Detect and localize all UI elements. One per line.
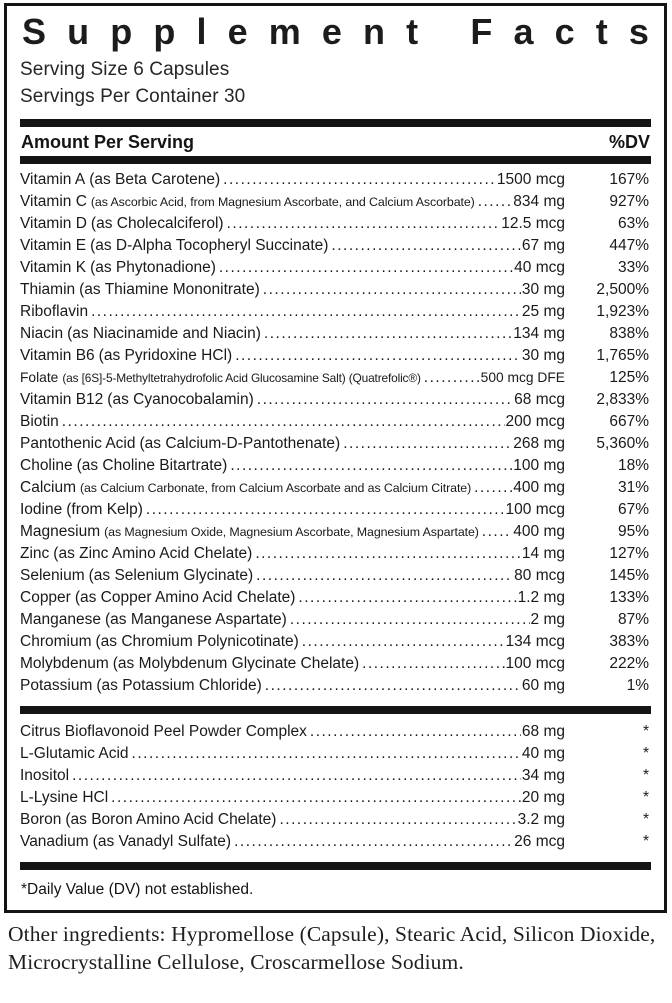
ingredient-main (20, 433, 565, 455)
ingredient-main (20, 345, 565, 367)
leader-dots (265, 675, 521, 697)
ingredient-source-detail: (as Potassium Chloride) (96, 677, 262, 694)
ingredient-row (20, 235, 651, 257)
ingredient-source-detail: (as Thiamine Mononitrate) (79, 281, 260, 298)
ingredient-source-detail: (as Beta Carotene) (89, 171, 221, 188)
leader-dots (256, 565, 513, 587)
ingredient-dv: * (642, 789, 649, 806)
ingredient-dv: 63% (617, 215, 649, 232)
ingredient-row (20, 809, 651, 831)
ingredient-name: Selenium (20, 567, 85, 584)
ingredient-amount: 500 mcg DFE (480, 370, 565, 385)
leader-dots (310, 721, 521, 743)
ingredient-name: Chromium (20, 633, 92, 650)
ingredient-row (20, 477, 651, 499)
serving-size: Serving Size 6 Capsules (20, 59, 230, 80)
ingredient-amount: 400 mg (513, 523, 565, 540)
ingredient-source-detail: (as Manganese Aspartate) (105, 611, 287, 628)
ingredient-main (20, 543, 565, 565)
ingredient-amount: 25 mg (521, 303, 565, 320)
ingredient-name: Folate (20, 370, 59, 385)
leader-dots (72, 765, 521, 787)
leader-dots (279, 809, 516, 831)
ingredient-source-detail: (from Kelp) (66, 501, 143, 518)
daily-value-footnote: *Daily Value (DV) not established. (21, 881, 254, 898)
ingredient-name: Vitamin E (20, 237, 87, 254)
ingredient-source-detail: (as Cholecalciferol) (90, 215, 224, 232)
ingredient-dv: 1,923% (596, 303, 649, 320)
ingredient-amount: 30 mg (521, 281, 565, 298)
ingredient-amount: 1500 mcg (496, 171, 565, 188)
ingredient-row (20, 587, 651, 609)
ingredient-row (20, 499, 651, 521)
leader-dots (227, 213, 501, 235)
ingredient-dv: 222% (609, 655, 649, 672)
section-divider (20, 706, 651, 714)
ingredient-row (20, 257, 651, 279)
ingredient-source-detail: (as Zinc Amino Acid Chelate) (53, 545, 253, 562)
ingredient-amount: 100 mg (513, 457, 565, 474)
ingredient-dv: 145% (609, 567, 649, 584)
ingredient-amount: 134 mg (513, 325, 565, 342)
ingredient-source-detail: (as Calcium-D-Pantothenate) (139, 435, 341, 452)
ingredient-row (20, 345, 651, 367)
ingredient-amount: 834 mg (513, 193, 565, 210)
leader-dots (255, 543, 521, 565)
ingredient-row (20, 521, 651, 543)
leader-dots (230, 455, 512, 477)
ingredient-main (20, 455, 565, 477)
leader-dots (132, 743, 521, 765)
ingredient-name: Niacin (20, 325, 64, 342)
ingredient-row (20, 787, 651, 809)
leader-dots (264, 323, 512, 345)
ingredient-row (20, 543, 651, 565)
section-divider (20, 156, 651, 164)
ingredient-main (20, 477, 565, 499)
section-divider (20, 862, 651, 870)
ingredient-name: Molybdenum (20, 655, 109, 672)
servings-per-container: Servings Per Container 30 (20, 86, 246, 107)
ingredient-amount: 60 mg (521, 677, 565, 694)
ingredient-amount: 200 mcg (505, 413, 565, 430)
ingredient-dv: 5,360% (596, 435, 649, 452)
ingredient-main (20, 191, 565, 213)
ingredient-source-detail: (as D-Alpha Tocopheryl Succinate) (90, 237, 329, 254)
ingredient-main (20, 721, 565, 743)
ingredient-amount: 134 mcg (505, 633, 565, 650)
ingredient-name: Boron (20, 811, 62, 828)
ingredient-main (20, 279, 565, 301)
ingredient-row (20, 191, 651, 213)
ingredient-row (20, 323, 651, 345)
ingredient-amount: 20 mg (521, 789, 565, 806)
ingredient-name: Vitamin C (20, 193, 87, 210)
ingredient-name: Vanadium (20, 833, 89, 850)
ingredient-name: Iodine (20, 501, 63, 518)
ingredient-dv: * (642, 811, 649, 828)
ingredient-main (20, 521, 565, 543)
ingredient-main (20, 831, 565, 853)
ingredient-source-detail: (as Copper Amino Acid Chelate) (74, 589, 296, 606)
ingredient-amount: 26 mcg (514, 833, 565, 850)
leader-dots (146, 499, 505, 521)
ingredient-main (20, 323, 565, 345)
leader-dots (290, 609, 530, 631)
ingredient-main (20, 765, 565, 787)
ingredient-dv: * (642, 833, 649, 850)
section-divider (20, 119, 651, 127)
ingredient-source-detail: (as Molybdenum Glycinate Chelate) (112, 655, 360, 672)
ingredient-main (20, 367, 565, 389)
ingredient-amount: 14 mg (521, 545, 565, 562)
leader-dots (482, 521, 513, 543)
ingredient-amount: 268 mg (513, 435, 565, 452)
ingredient-source-detail: (as Boron Amino Acid Chelate) (65, 811, 277, 828)
leader-dots (474, 477, 512, 499)
leader-dots (302, 631, 505, 653)
ingredient-source-detail: (as Cyanocobalamin) (107, 391, 254, 408)
ingredient-name: Vitamin D (20, 215, 87, 232)
ingredient-main (20, 169, 565, 191)
ingredient-dv: * (642, 723, 649, 740)
ingredient-dv: 33% (617, 259, 649, 276)
ingredient-name: Copper (20, 589, 71, 606)
ingredient-main (20, 809, 565, 831)
ingredient-dv: * (642, 767, 649, 784)
ingredient-amount: 40 mg (521, 745, 565, 762)
ingredient-name: Choline (20, 457, 73, 474)
ingredient-main (20, 587, 565, 609)
ingredient-dv: 838% (609, 325, 649, 342)
leader-dots (263, 279, 521, 301)
ingredient-amount: 80 mcg (514, 567, 565, 584)
ingredient-dv: * (642, 745, 649, 762)
ingredient-source-detail: (as Magnesium Oxide, Magnesium Ascorbate, Magnesium Aspartate) (104, 525, 479, 539)
ingredient-row (20, 675, 651, 697)
ingredient-name: Biotin (20, 413, 59, 430)
ingredient-row (20, 213, 651, 235)
leader-dots (111, 787, 521, 809)
ingredient-row (20, 631, 651, 653)
leader-dots (362, 653, 504, 675)
ingredient-row (20, 411, 651, 433)
ingredient-row (20, 455, 651, 477)
ingredient-name: Vitamin A (20, 171, 86, 188)
ingredient-row (20, 609, 651, 631)
ingredient-row (20, 279, 651, 301)
ingredient-name: Vitamin B6 (20, 347, 95, 364)
ingredient-dv: 667% (609, 413, 649, 430)
leader-dots (424, 367, 480, 389)
ingredient-row (20, 389, 651, 411)
ingredient-name: L-Lysine HCl (20, 789, 109, 806)
other-ingredients: Other ingredients: Hypromellose (Capsule), Stearic Acid, Silicon Dioxide, Microcrystalline Cellulose, Croscarmellose Sodium. (8, 922, 656, 974)
supplement-facts-panel (4, 3, 667, 913)
leader-dots (331, 235, 520, 257)
ingredient-amount: 30 mg (521, 347, 565, 364)
ingredient-row (20, 653, 651, 675)
ingredient-amount: 68 mcg (514, 391, 565, 408)
ingredient-main (20, 675, 565, 697)
ingredient-dv: 67% (617, 501, 649, 518)
ingredient-source-detail: (as Chromium Polynicotinate) (95, 633, 299, 650)
ingredient-name: Pantothenic Acid (20, 435, 136, 452)
leader-dots (223, 169, 496, 191)
ingredient-main (20, 565, 565, 587)
ingredient-amount: 2 mg (530, 611, 565, 628)
ingredient-amount: 100 mcg (505, 655, 565, 672)
ingredient-amount: 12.5 mcg (501, 215, 565, 232)
ingredient-dv: 2,500% (596, 281, 649, 298)
ingredient-main (20, 301, 565, 323)
ingredient-row (20, 831, 651, 853)
ingredient-main (20, 411, 565, 433)
ingredient-amount: 40 mcg (514, 259, 565, 276)
ingredient-source-detail: (as Niacinamide and Niacin) (67, 325, 261, 342)
ingredient-name: Riboflavin (20, 303, 89, 320)
ingredient-name: Thiamin (20, 281, 76, 298)
ingredient-name: L-Glutamic Acid (20, 745, 129, 762)
panel-title: S u p p l e m e n t F a c t s (22, 11, 649, 52)
ingredient-dv: 133% (609, 589, 649, 606)
ingredient-dv: 125% (609, 369, 649, 386)
ingredient-name: Magnesium (20, 523, 101, 540)
ingredient-source-detail: (as Phytonadione) (90, 259, 216, 276)
leader-dots (257, 389, 513, 411)
leader-dots (478, 191, 513, 213)
ingredient-amount: 34 mg (521, 767, 565, 784)
leader-dots (235, 345, 521, 367)
ingredient-row (20, 743, 651, 765)
ingredient-main (20, 631, 565, 653)
leader-dots (91, 301, 521, 323)
ingredient-dv: 167% (609, 171, 649, 188)
ingredient-dv: 383% (609, 633, 649, 650)
leader-dots (219, 257, 513, 279)
ingredient-main (20, 609, 565, 631)
vitamins-minerals-section (20, 164, 651, 701)
ingredient-name: Citrus Bioflavonoid Peel Powder Complex (20, 723, 307, 740)
ingredient-main (20, 235, 565, 257)
ingredient-row (20, 301, 651, 323)
ingredient-row (20, 765, 651, 787)
ingredient-main (20, 257, 565, 279)
ingredient-name: Manganese (20, 611, 102, 628)
ingredient-main (20, 653, 565, 675)
ingredient-source-detail: (as Calcium Carbonate, from Calcium Ascorbate and as Calcium Citrate) (79, 481, 472, 495)
ingredient-dv: 927% (609, 193, 649, 210)
ingredient-amount: 3.2 mg (517, 811, 565, 828)
ingredient-row (20, 565, 651, 587)
ingredient-source-detail: (as Ascorbic Acid, from Magnesium Ascorbate, and Calcium Ascorbate) (90, 195, 475, 209)
ingredient-source-detail: (as Vanadyl Sulfate) (92, 833, 232, 850)
leader-dots (62, 411, 505, 433)
ingredient-main (20, 213, 565, 235)
ingredient-amount: 68 mg (521, 723, 565, 740)
ingredient-main (20, 787, 565, 809)
ingredient-name: Zinc (20, 545, 50, 562)
ingredient-row (20, 367, 651, 389)
ingredient-source-detail: (as Pyridoxine HCl) (98, 347, 233, 364)
ingredient-row (20, 721, 651, 743)
ingredient-dv: 127% (609, 545, 649, 562)
ingredient-dv: 447% (609, 237, 649, 254)
amount-per-serving-header: Amount Per Serving (21, 132, 195, 152)
ingredient-source-detail: (as Choline Bitartrate) (76, 457, 228, 474)
ingredient-amount: 400 mg (513, 479, 565, 496)
ingredient-main (20, 389, 565, 411)
ingredient-main (20, 499, 565, 521)
ingredient-amount: 100 mcg (505, 501, 565, 518)
ingredient-dv: 1% (626, 677, 649, 694)
ingredient-dv: 2,833% (596, 391, 649, 408)
ingredient-dv: 95% (617, 523, 649, 540)
other-nutrients-section (20, 716, 651, 857)
ingredient-source-detail: (as Selenium Glycinate) (88, 567, 254, 584)
ingredient-name: Inositol (20, 767, 70, 784)
column-header-row (20, 127, 651, 156)
ingredient-name: Vitamin K (20, 259, 87, 276)
leader-dots (343, 433, 512, 455)
leader-dots (298, 587, 516, 609)
ingredient-row (20, 433, 651, 455)
ingredient-dv: 1,765% (596, 347, 649, 364)
ingredient-main (20, 743, 565, 765)
ingredient-dv: 87% (617, 611, 649, 628)
ingredient-amount: 67 mg (521, 237, 565, 254)
leader-dots (234, 831, 513, 853)
ingredient-source-detail: (as [6S]-5-Methyltetrahydrofolic Acid Glucosamine Salt) (Quatrefolic®) (62, 371, 421, 385)
dv-header: %DV (608, 132, 650, 152)
ingredient-name: Vitamin B12 (20, 391, 104, 408)
ingredient-amount: 1.2 mg (517, 589, 565, 606)
ingredient-name: Calcium (20, 479, 76, 496)
ingredient-row (20, 169, 651, 191)
ingredient-dv: 31% (617, 479, 649, 496)
ingredient-name: Potassium (20, 677, 93, 694)
ingredient-dv: 18% (617, 457, 649, 474)
